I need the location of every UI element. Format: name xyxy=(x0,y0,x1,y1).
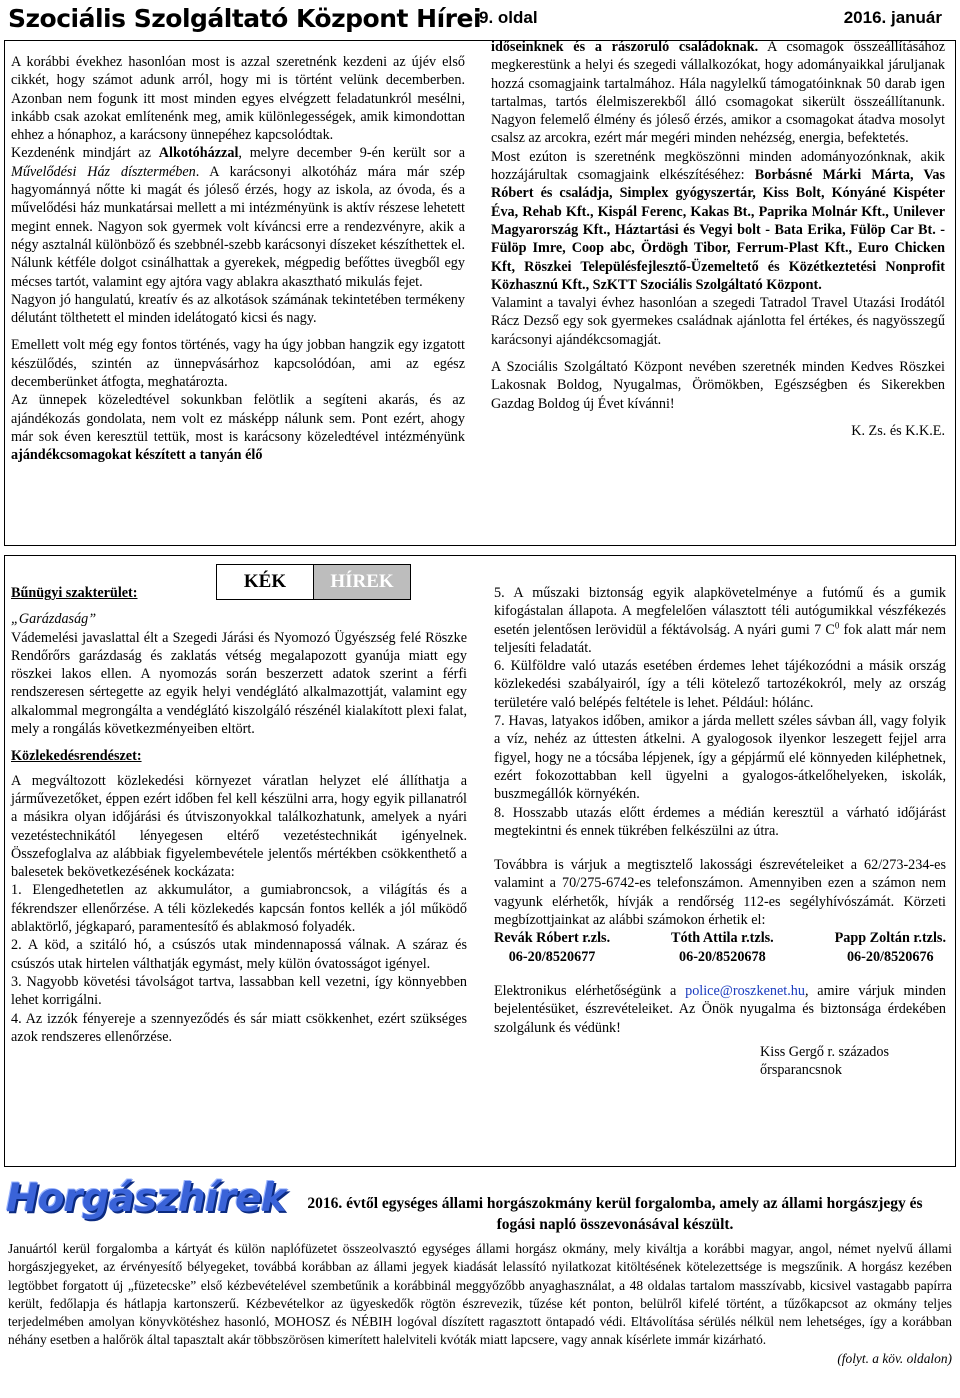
social-column-right xyxy=(491,38,945,440)
email-paragraph: Elektronikus elérhetőségünk a police@roszkenet.hu, amire várjuk minden bejelentésüket, észrevételeiket. Az Önök nyugalma és biztonsága érdekében szolgálunk és védünk! xyxy=(494,982,946,1036)
preparation-paragraph: Emellett volt még egy fontos történés, vagy ha úgy jobban hangzik egy izgatott készülődés, szintén az ünnepvásárhoz kapcsolódóan, ami az egész decemberünket átfogta, meghatározta. xyxy=(11,337,465,391)
signature: K. Zs. és K.K.E. xyxy=(851,422,945,439)
tip-item: 6. Külföldre való utazás esetében érdemes lehet tájékozódni a másik ország közlekedési szabályairól, így a téli kötelező tartozékokról, mely az ország területére való belépés feltétele is lehet. Például: hólánc. xyxy=(494,658,946,711)
donors-paragraph: Most ezúton is szeretnénk megköszönni minden adományozónknak, akik hozzájárultak csomagjaink elkészítéséhez: Borbásné Márki Márta, Vas Róbert és családja, Simplex gyógyszertár, Kiss Bolt, Kónyáné Kispéter Éva, Rehab Kft., Kispál Ferenc, Kakas Bt., Paprika Molnár Kft., Unilever Magyarország Kft., Háztartási és Vegyi bolt - Bata Erika, Fülöp Car Bt. - Fülöp Imre, Coop abc, Ördögh Tibor, Ferrum-Plast Kft., Euro Chicken Kft, Röszkei Településfejlesztő-Üzemeltető és Közétkeztetési Nonprofit Közhasznú Kft., SzKTT Szociális Szolgáltató Központ. xyxy=(491,148,945,293)
officer-contact: Papp Zoltán r.tzls. 06-20/8520676 xyxy=(834,930,946,965)
fishing-body: Januártól kerül forgalomba a kártyát és külön naplófüzetet összeolvasztó egységes állami horgász okmány, mely kiváltja a korábbi magyar, angol, német nyelvű állami horgászjegyeket, az érvényesítő bélyegeket, továbbá korábban az állami jegyek kiadását lelassító nyilatkozat kitöltésének kötelezettsége is megszűnik. A horgász kezében legtöbbet forgatott új „füzetecske” első kézbevételével szembetűnik a korábbinál meggyőzőbb anyaghasználat, a 48 oldalas tartalom masszívabb, kicsivel vastagabb papírra került, fedőlapja és hátlapja kartonszerű. Kézbevételkor az ügyeskedők rögtön észrevezik, tűzése két ponton, belülről kifelé történt, a tűzőkapcsot az okmány teljes terjedelmében amolyan könyvkötéshez hasonló, MOHOSZ és NÉBIH logóval díszített ragasztott öntapadó védi. Eltávolítása sérülés nélkül nem lehetséges, így a korábban néhány esetben a halőrök által tapasztalt akár többszörösen kimerített halelviteli kvóták miatt lapcsere, vagy annak kísérlete immár kizárható. xyxy=(8,1241,952,1348)
officer-contacts xyxy=(494,929,946,966)
tip-item: 3. Nagyobb követési távolságot tartva, lassabban kell vezetni, így könnyebben lehet korrigálni. xyxy=(11,973,467,1009)
tip-item: 4. Az izzók fényereje a szennyeződés és sár miatt csökkenhet, ezért szükséges azok rendszeres ellenőrzése. xyxy=(11,1010,467,1045)
police-column-left xyxy=(11,584,467,1046)
case-text: Vádemelési javaslattal élt a Szegedi Járási és Nyomozó Ügyészség felé Röszke Rendőrőrs garázdaság és zaklatás vétség megalapozott gyanúja miatt egy röszkei lakos ellen. A nyomozás során beszerzett adatok szerint a férfi rendszeresen sértegette az egyik helyi vendéglátó alkalmazottját, valamint egy alkalommal megrongálta a vendéglátó kiszolgáló részénél kialakított plexi falat, mely a rongálás következményeiben eltört. xyxy=(11,629,467,738)
tip-item: 1. Elengedhetetlen az akkumulátor, a gumiabroncsok, a világítás és a fékrendszer ellenőrzése. A téli közlekedés kapcsán fontos kellék a jól működő ablaktörlő, jégkaparó, paramentesítő és ablakmosó folyadék. xyxy=(11,882,467,936)
tip-item: 2. A köd, a szitáló hó, a csúszós utak mindennapossá válnak. A száraz és csúszós utak hirtelen válthatják egymást, mely külön óvatosságot igényel. xyxy=(11,937,467,972)
issue-date: 2016. január xyxy=(843,8,942,27)
tip-item: 7. Havas, latyakos időben, amikor a járda mellett széles sávban áll, vagy folyik a víz, nehéz az úttesten átkelni. A gyalogosok ilyenkor leszegett fejjel arra figyel, hogy ne a tócsába lépjenek, így a gépjármű elé könnyeden kiléphetnek, ezért fokozottabban kell ügyelni a gyalogos-átkelőhelyeken, iskolák, buszmegállók környékén. xyxy=(494,713,946,803)
traffic-heading: Közlekedésrendészet: xyxy=(11,748,142,765)
fishing-article xyxy=(8,1240,952,1368)
newsletter-title: Szociális Szolgáltató Központ Hírei xyxy=(8,4,482,33)
fishing-news-logo: Horgászhírek xyxy=(6,1176,286,1221)
police-signature: Kiss Gergő r. százados őrsparancsnok xyxy=(760,1043,889,1079)
case-title: „Garázdaság” xyxy=(11,611,97,628)
tip-item: 8. Hosszabb utazás előtt érdemes a médián keresztül a várható időjárást megtekintni és ennek tükrében felkészülni az útra. xyxy=(494,804,946,839)
workshop-paragraph: Kezdenénk mindjárt az Alkotóházzal, melyre december 9-én került sor a Művelődési Ház dísztermében. A karácsonyi alkotóház mára már szép hagyománnyá nőtte ki magát és jóleső érzés, hogy az iskola, az óvoda, és a művelődési ház munkatársai mellett a mi intézményünk is aktív részese lehetett megint ennek. Nagyon sok gyermek volt kíváncsi erre a rendezvényre, akik a négy asztalnál különböző és szebbnél-szebb karácsonyi díszeket készíthettek el. Nálunk kétféle dolgot csinálhattak a gyerekek, mégpedig befőttes üvegből egy mécses tartót, valamint egy ajtóra vagy ablakra akasztható mikulás fejet. xyxy=(11,145,466,290)
packages-paragraph: időseinknek és a rászoruló családoknak. A csomagok összeállításához megkerestünk a helyi és szegedi vállalkozókat, hogy adományaikkal járuljanak hozzá csomagjaink tartalmához. Hála nagylelkű támogatóinknak 50 darab igen tartalmas, tartós élelmiszerekből álló csomagokat sikerült összeállítanunk. Nagyon felemelő élmény és jóleső érzés, amikor a csomagokat átadva mosolyt csalsz az arcokra, ezért már megéri minden nehézség, energia, befektetés. xyxy=(491,39,945,147)
email-link[interactable]: police@roszkenet.hu xyxy=(685,982,805,999)
fishing-headline: 2016. évtől egységes állami horgászokmány kerül forgalomba, amely az állami horgászjegy és fogási napló összevonásával készült. xyxy=(307,1195,923,1233)
intro-paragraph: A korábbi évekhez hasonlóan most is azzal szeretnénk kezdeni az újév első cikkét, hogy számot adunk arról, hogy mi is történt velünk decemberben. Azonban nem fogunk itt most minden egyes elvégzett feladatunkról mesélni, inkább csak azokat említenénk meg, amik különlegességek, amik kimondottan ehhez a hónaphoz, a karácsony ünnepéhez kapcsolódtak. xyxy=(11,54,465,144)
social-column-left xyxy=(11,53,465,465)
contact-request: Továbbra is várjuk a megtisztelő lakossági észrevételeiket a 62/273-234-es valamint a 70/275-6742-es telefonszámon. Amennyiben ezen a számon nem vagyunk elérhetők, hívják a rendőrség 112-es segélyhívószámát. Körzeti megbízottjainkat az alábbi számokon érhetik el: xyxy=(494,857,946,929)
greeting-paragraph: A Szociális Szolgáltató Központ nevében szeretnék minden Kedves Röszkei Lakosnak Boldog, Nyugalmas, Örömökben, Egészségben és Sikerekben Gazdag Boldog új Évet kívánni! xyxy=(491,359,945,412)
gift-paragraph: Az ünnepek közeledtével sokunkban felötlik a segíteni akarás, és az ajándékozás gondolata, nem volt ez másképp nálunk sem. Pont ezért, ahogy már sok éven keresztül tettük, most is karácsony közeledtével intézményünk ajándékcsomagokat készített a tanyán élő xyxy=(11,392,465,464)
tab-hirek: HÍREK xyxy=(313,564,411,600)
crime-heading: Bűnügyi szakterület: xyxy=(11,585,138,601)
workshop-summary: Nagyon jó hangulatú, kreatív és az alkotások számának tekintetében termékeny délutánt tölthetett el minden idelátogató kicsi és nagy. xyxy=(11,291,465,327)
travel-paragraph: Valamint a tavalyi évhez hasonlóan a szegedi Tatradol Travel Utazási Irodától Rácz Dezső egy sok gyermekes családnak ajánlotta fel értékes, és nagyösszegű karácsonyi ajándékcsomagját. xyxy=(491,295,945,348)
police-column-right xyxy=(494,584,946,1079)
continued-note: (folyt. a köv. oldalon) xyxy=(837,1350,952,1366)
officer-contact: Revák Róbert r.zls. 06-20/8520677 xyxy=(494,930,611,965)
tip-item: 5. A műszaki biztonság egyik alapkövetelménye a futómű és a gumik kifogástalan állapota. A megfelelően választott téli autógumikkal vészfékezés esetén jelentősen lerövidül a féktávolság. A nyári gumi 7 $C^0$ fok alatt már nem teljesíti feladatát. xyxy=(494,585,946,656)
page-number: 9. oldal xyxy=(479,8,538,27)
officer-contact: Tóth Attila r.tzls. 06-20/8520678 xyxy=(670,930,774,965)
tab-kek: KÉK xyxy=(216,564,314,600)
traffic-intro: A megváltozott közlekedési környezet váratlan helyzet elé állíthatja a járművezetőket, éppen ezért időben fel kell készülni arra, hogy egyik pillanatról a másikra olyan időjárási és útviszonyokkal találkozhatunk, amelyek a nyári vezetéstechnikától lényegesen eltérő vezetéstechnikát igényelnek. Összefoglalva az alábbiak figyelembevétele jelentős mértékben csökkenthető a balesetek bekövetkezésének kockázata: xyxy=(11,772,467,881)
